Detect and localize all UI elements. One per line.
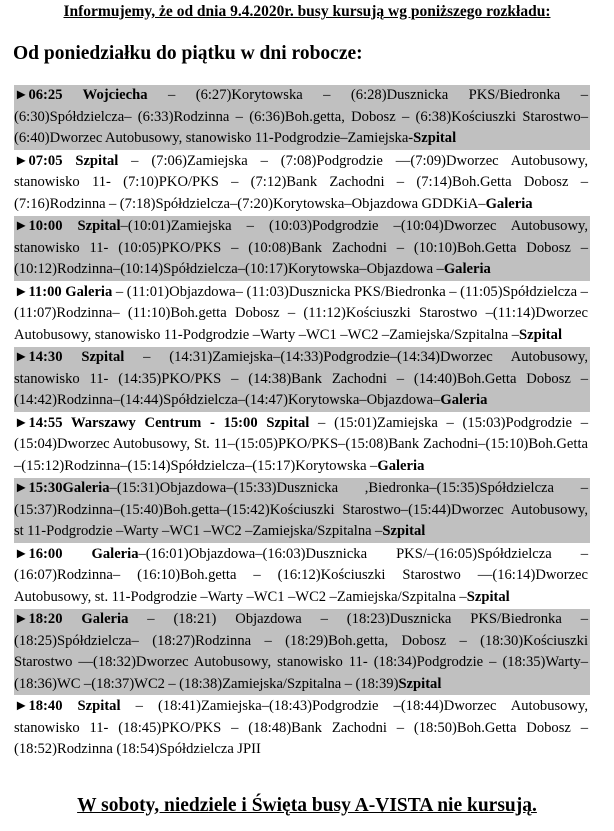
route: – (7:06)Zamiejska – (7:08)Podgrodzie —(7:09)Dworzec Autobusowy, stanowisko 11- (7:10)PKO/PKS – (7:12)Bank Zachodni – (7:14)Boh.Getta Dobosz – (7:16)Rodzinna – (7:18)Spółdzielcza–(7:20)Korytowska–Objazdowa GDDKiA– [14, 152, 588, 212]
schedule-list [14, 85, 590, 761]
departure: ►15:30Galeria [14, 480, 110, 496]
schedule-entry [14, 413, 590, 478]
schedule-entry [14, 478, 590, 543]
route: – (15:01)Zamiejska – (15:03)Podgrodzie –(15:04)Dworzec Autobusowy, St. 11–(15:05)PKO/PKS–(15:08)Bank Zachodni–(15:10)Boh.Getta –(15:12)Rodzinna–(15:14)Spółdzielcza–(15:17)Korytowska – [14, 414, 589, 474]
route: –(10:01)Zamiejska – (10:03)Podgrodzie –(10:04)Dworzec Autobusowy, stanowisko 11- (10:05)PKO/PKS – (10:08)Bank Zachodni – (10:10)Boh.Getta Dobosz – (10:12)Rodzinna–(10:14)Spółdzielcza–(10:17)Korytowska–Objazdowa – [14, 218, 589, 277]
departure: ►07:05 Szpital [14, 152, 119, 169]
route: – (6:27)Korytowska – (6:28)Dusznicka PKS/Biedronka – (6:30)Spółdzielcza– (6:33)Rodzinna – (6:36)Boh.getta, Dobosz – (6:38)Kościuszki Starostwo–(6:40)Dworzec Autobusowy, stanowisko 11-Podgrodzie–Zamiejska- [14, 87, 588, 146]
destination: Galeria [443, 261, 491, 277]
schedule-entry [14, 216, 590, 281]
departure: ►18:20 Galeria [14, 611, 129, 627]
departure: ►18:40 Szpital [14, 698, 121, 714]
schedule-entry [14, 696, 590, 761]
schedule-entry [14, 151, 590, 216]
destination: Szpital [382, 523, 426, 539]
notice-heading: Informujemy, że od dnia 9.4.2020r. busy kursują wg poniższego rozkładu: [63, 3, 551, 20]
schedule-subtitle: Od poniedziałku do piątku w dni robocze: [13, 43, 363, 64]
route: –(15:31)Objazdowa–(15:33)Dusznicka ,Biedronka–(15:35)Spółdzielcza –(15:37)Rodzinna–(15:40)Boh.getta–(15:42)Kościuszki Starostwo–(15:44)Dworzec Autobusowy, st 11-Podgrodzie –Warty –WC1 –WC2 –Zamiejska/Szpitalna – [14, 480, 588, 539]
departure: ►06:25 Wojciecha [14, 87, 148, 103]
departure: ►14:30 Szpital [14, 349, 125, 365]
departure: ►14:55 Warszawy Centrum - 15:00 Szpital [14, 414, 310, 431]
departure: ►10:00 Szpital [14, 218, 121, 234]
departure: ►11:00 Galeria [14, 283, 113, 300]
schedule-entry [14, 347, 590, 412]
route: – (14:31)Zamiejska–(14:33)Podgrodzie–(14:34)Dworzec Autobusowy, stanowisko 11- (14:35)PKO/PKS – (14:38)Bank Zachodni – (14:40)Boh.Getta Dobosz – (14:42)Rodzinna–(14:44)Spółdzielcza–(14:47)Korytowska–Objazdowa– [14, 349, 589, 408]
route: – (18:41)Zamiejska–(18:43)Podgrodzie –(18:44)Dworzec Autobusowy, stanowisko 11- (18:45)PKO/PKS – (18:48)Bank Zachodni – (18:50)Boh.Getta Dobosz – (18:52)Rodzinna (18:54)Spółdzielcza JPII [14, 698, 589, 757]
destination: Szpital [519, 326, 563, 343]
schedule-entry [14, 282, 590, 347]
route: – (11:01)Objazdowa– (11:03)Dusznicka PKS/Biedronka – (11:05)Spółdzielcza – (11:07)Rodzinna– (11:10)Boh.getta Dobosz – (11:12)Kościuszki Starostwo –(11:14)Dworzec Autobusowy, stanowisko 11-Podgrodzie –Warty –WC1 –WC2 –Zamiejska/Szpitalna – [14, 283, 588, 343]
footer-notice: W soboty, niedziele i Święta busy A-VISTA nie kursują. [77, 795, 537, 816]
route: –(16:01)Objazdowa–(16:03)Dusznicka PKS/–(16:05)Spółdzielcza –(16:07)Rodzinna– (16:10)Boh.getta – (16:12)Kościuszki Starostwo —(16:14)Dworzec Autobusowy, st. 11-Podgrodzie –Warty –WC1 –WC2 –Zamiejska/Szpitalna – [14, 545, 588, 605]
schedule-entry [14, 85, 590, 150]
destination: Szpital [466, 588, 510, 605]
destination: Galeria [440, 392, 488, 408]
schedule-entry [14, 609, 590, 695]
schedule-entry [14, 544, 590, 609]
destination: Galeria [485, 195, 533, 212]
route: – (18:21) Objazdowa – (18:23)Dusznicka PKS/Biedronka – (18:25)Spółdzielcza– (18:27)Rodzinna – (18:29)Boh.getta, Dobosz – (18:30)Kościuszki Starostwo —(18:32)Dworzec Autobusowy, stanowisko 11- (18:34)Podgrodzie – (18:35)Warty–(18:36)WC –(18:37)WC2 – (18:38)Zamiejska/Szpitalna – (18:39) [14, 611, 589, 692]
destination: Szpital [398, 675, 442, 692]
destination: Galeria [377, 457, 425, 474]
destination: Szpital [413, 130, 457, 146]
departure: ►16:00 Galeria [14, 545, 139, 562]
